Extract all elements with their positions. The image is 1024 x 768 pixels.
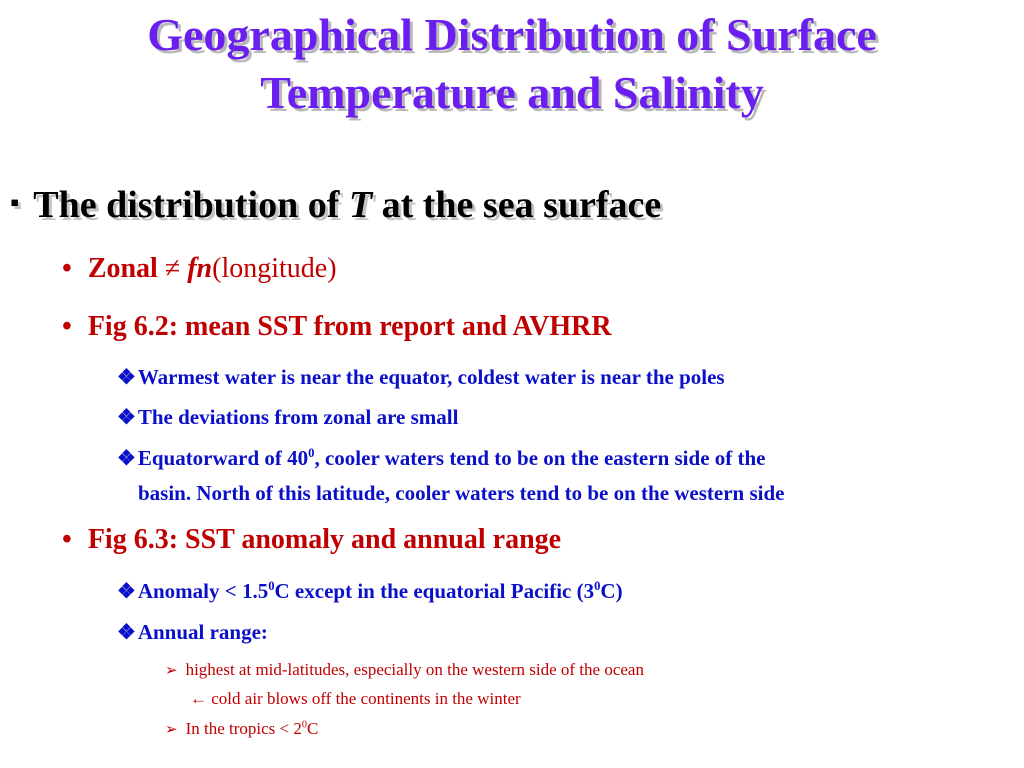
- tropics-pre: In the tropics < 2: [185, 719, 302, 738]
- bullet-fig62: [62, 311, 612, 343]
- bullet-zonal: [62, 253, 337, 285]
- not-equal-symbol: ≠: [164, 253, 181, 284]
- longitude-text: (longitude): [212, 253, 337, 284]
- main-bullet-post: at the sea surface: [372, 184, 662, 226]
- sub-item-equatorward: [117, 441, 785, 511]
- anomaly-post: C): [600, 579, 623, 603]
- diamond-bullet-icon: ❖: [117, 579, 136, 603]
- fn-text: fn: [180, 253, 213, 284]
- equatorward-line-2: basin. North of this latitude, cooler waters tend to be on the western side: [138, 481, 785, 505]
- main-bullet-pre: The distribution of: [33, 184, 349, 226]
- diamond-bullet-icon: ❖: [117, 620, 136, 644]
- main-bullet: [10, 183, 661, 227]
- tropics-post: C: [306, 719, 319, 738]
- equatorward-post: , cooler waters tend to be on the eastern side of the: [314, 446, 766, 470]
- arrowhead-bullet-icon: ➢: [165, 722, 178, 738]
- sub-item-anomaly: [117, 574, 623, 609]
- bullet-fig63: [62, 524, 561, 556]
- fig63-text: Fig 6.3: SST anomaly and annual range: [87, 524, 562, 555]
- title-line-2: Temperature and Salinity: [260, 67, 764, 118]
- zonal-label: Zonal: [87, 253, 165, 284]
- degree-superscript: 0: [308, 446, 315, 460]
- title-line-1: Geographical Distribution of Surface: [147, 9, 877, 60]
- sub-item-warmest: [117, 360, 725, 395]
- round-bullet-icon: •: [62, 253, 72, 284]
- diamond-bullet-icon: ❖: [117, 365, 136, 389]
- arrowhead-bullet-icon: ➢: [165, 663, 178, 679]
- highest-line-1: highest at mid-latitudes, especially on the western side of the ocean: [185, 660, 644, 679]
- degree-superscript: 0: [301, 719, 307, 731]
- diamond-bullet-icon: ❖: [117, 446, 136, 470]
- sub-item-deviations: [117, 400, 458, 435]
- degree-superscript: 0: [594, 579, 601, 593]
- highest-line-2: ← cold air blows off the continents in the winter: [190, 689, 521, 708]
- fig62-text: Fig 6.2: mean SST from report and AVHRR: [87, 311, 612, 342]
- main-bullet-variable: T: [348, 184, 373, 226]
- diamond-bullet-icon: ❖: [117, 405, 136, 429]
- sub-item-annual-range: [117, 615, 268, 650]
- sub-item-text: Warmest water is near the equator, coldest water is near the poles: [137, 365, 725, 389]
- anomaly-mid: C except in the equatorial Pacific (3: [274, 579, 595, 603]
- annual-range-text: Annual range:: [137, 620, 268, 644]
- subsub-item-tropics: [165, 715, 318, 744]
- degree-superscript: 0: [268, 579, 275, 593]
- subsub-item-highest: [165, 656, 644, 712]
- sub-item-text: The deviations from zonal are small: [137, 405, 459, 429]
- round-bullet-icon: •: [62, 524, 72, 555]
- square-bullet-icon: ▪: [10, 188, 20, 217]
- round-bullet-icon: •: [62, 311, 72, 342]
- anomaly-pre: Anomaly < 1.5: [137, 579, 269, 603]
- equatorward-pre: Equatorward of 40: [137, 446, 309, 470]
- slide-title: [0, 6, 1024, 122]
